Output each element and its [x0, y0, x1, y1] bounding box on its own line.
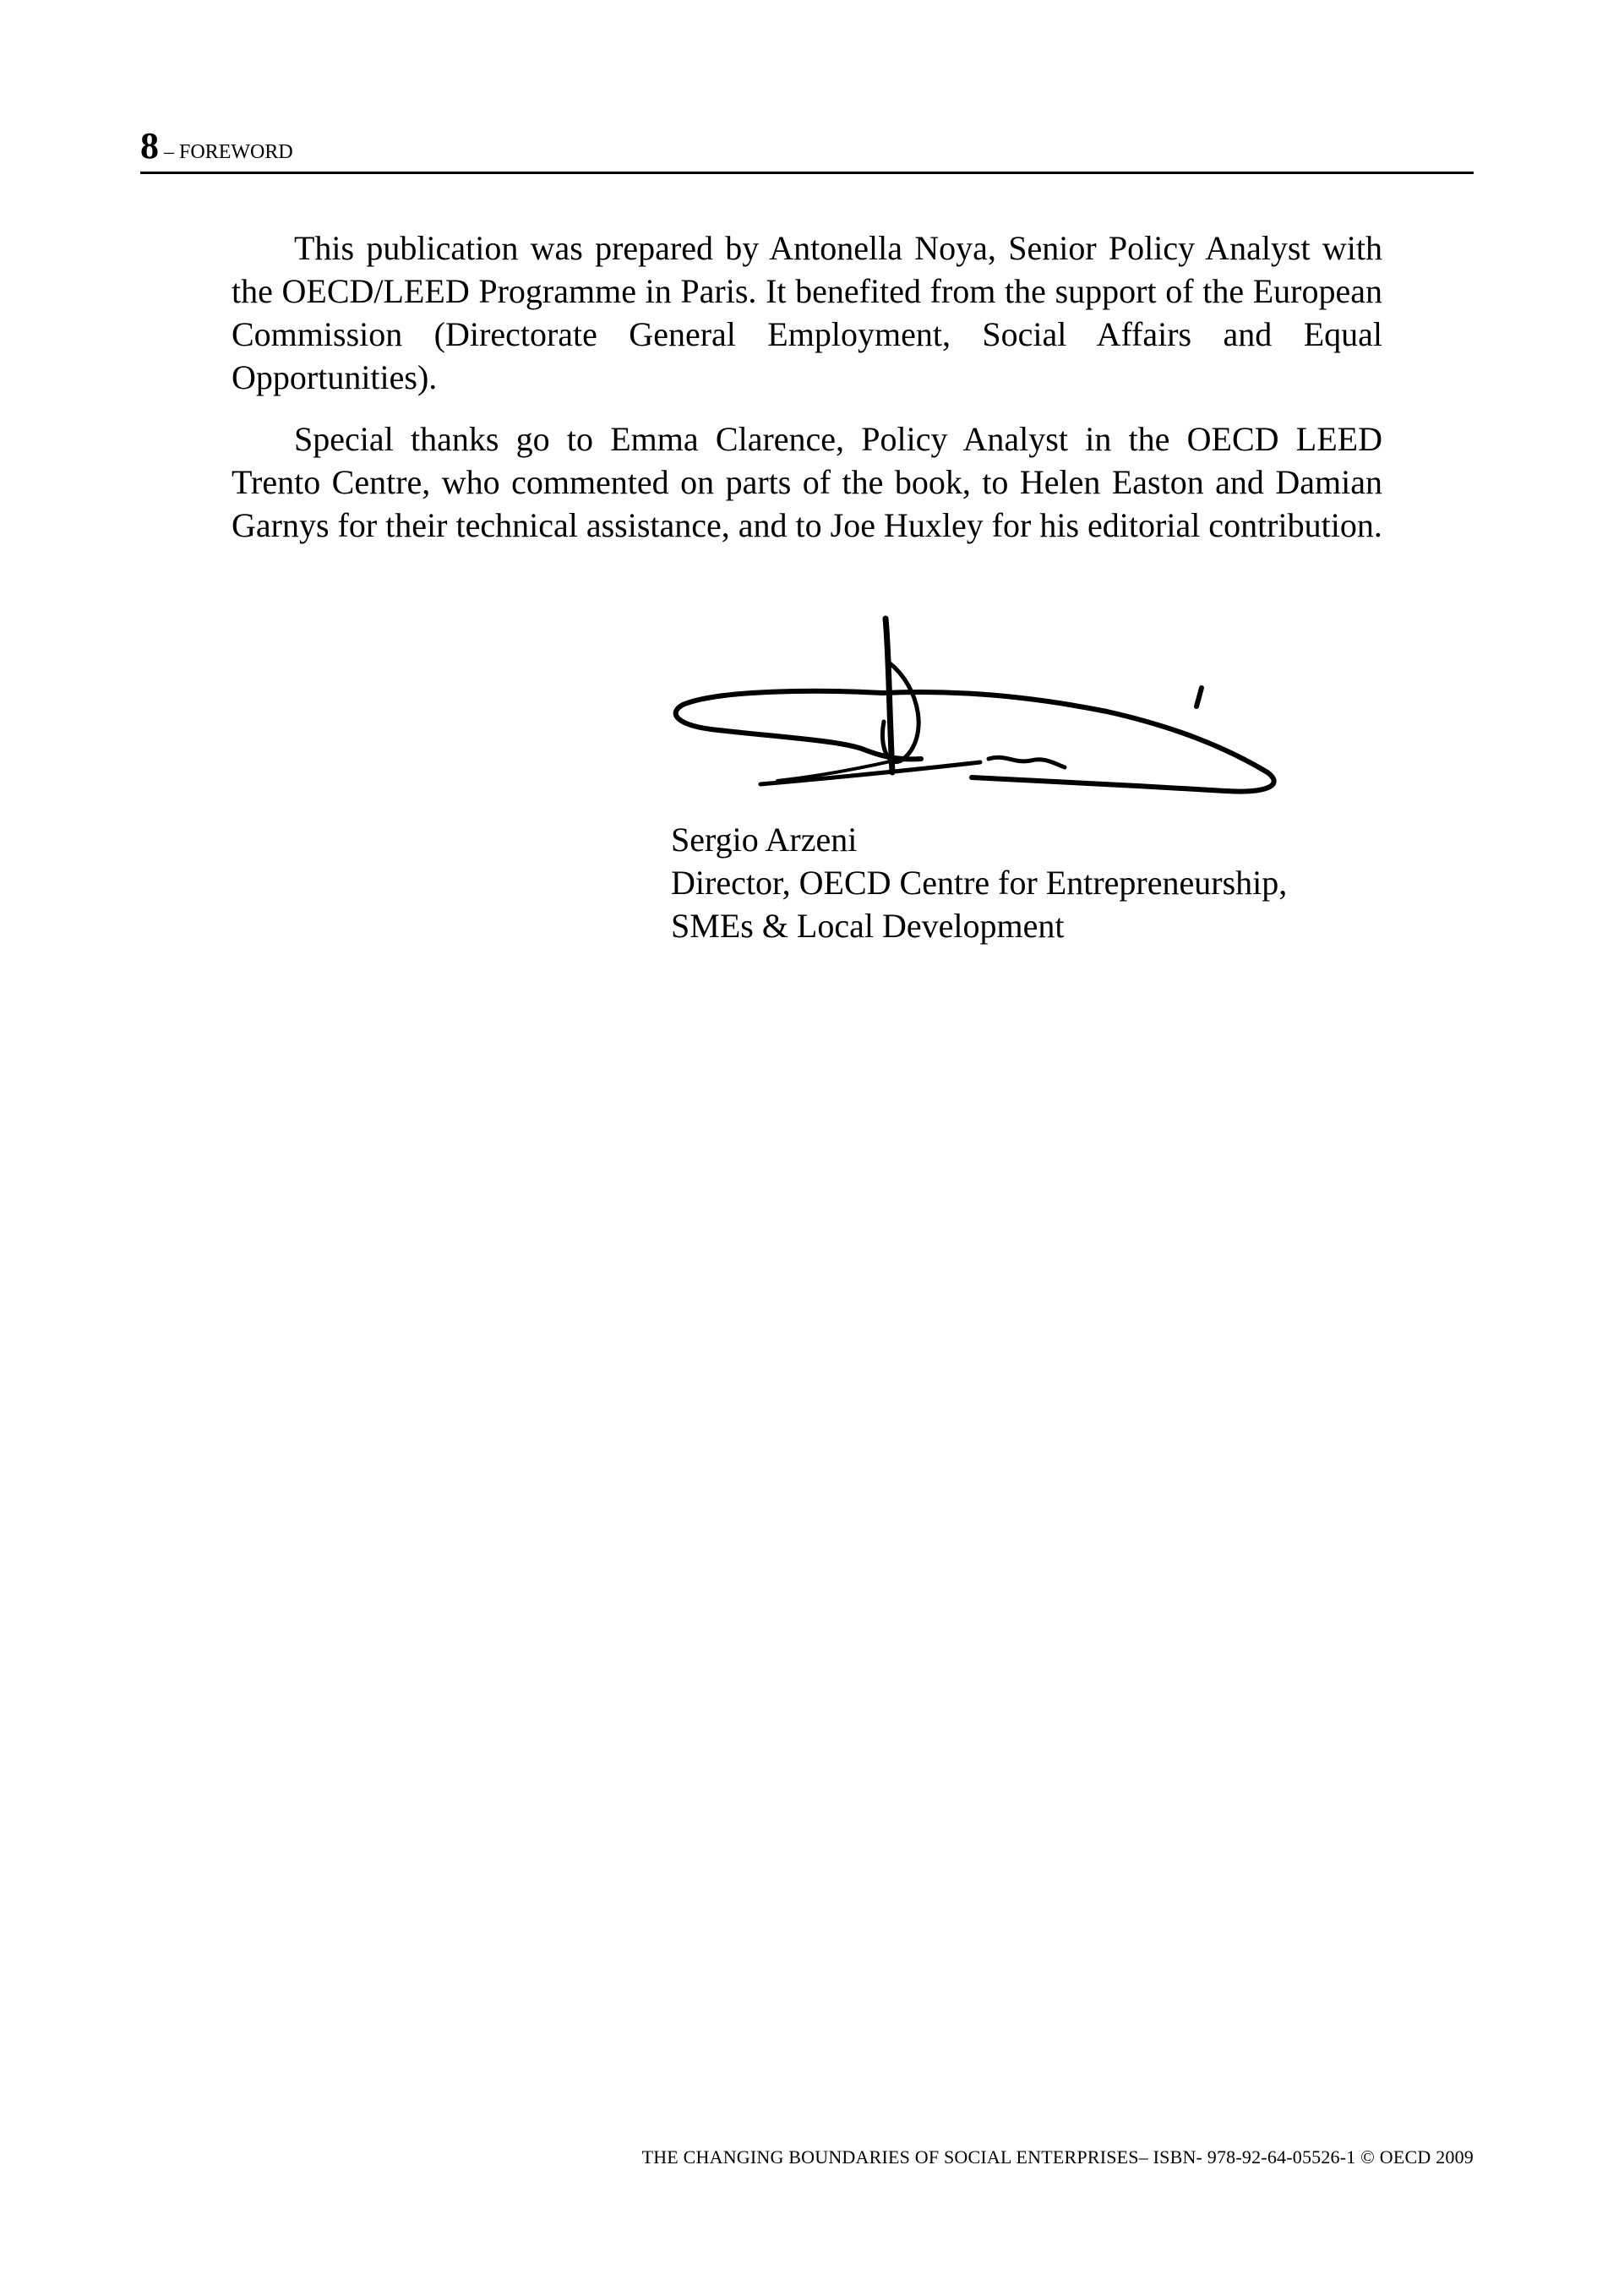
handwritten-signature-icon: [668, 612, 1293, 815]
signatory-title-line-2: SMEs & Local Development: [671, 907, 1065, 945]
header-section-title: FOREWORD: [179, 141, 293, 163]
signatory-name: Sergio Arzeni: [671, 821, 858, 859]
running-header: [140, 125, 1474, 174]
foreword-body: [232, 226, 1382, 565]
paragraph-acknowledgement-authors: This publication was prepared by Antonella Noya, Senior Policy Analyst with the OECD/LEED Programme in Paris. It benefited from the support of the European Commission (Directorate General Employment, Social Affairs and Equal Opportunities).: [232, 229, 1382, 396]
page-footer: THE CHANGING BOUNDARIES OF SOCIAL ENTERPRISES– ISBN- 978-92-64-05526-1 © OECD 2009: [641, 2146, 1474, 2168]
signatory-block: [671, 818, 1431, 947]
header-text: [140, 125, 293, 166]
signatory-title-line-1: Director, OECD Centre for Entrepreneurship,: [671, 864, 1288, 902]
header-separator: –: [159, 141, 179, 163]
page-number: 8: [140, 125, 159, 166]
paragraph-special-thanks: Special thanks go to Emma Clarence, Policy Analyst in the OECD LEED Trento Centre, who commented on parts of the book, to Helen Easton and Damian Garnys for their technical assistance, and to Joe Huxley for his editorial contribution.: [232, 420, 1382, 544]
